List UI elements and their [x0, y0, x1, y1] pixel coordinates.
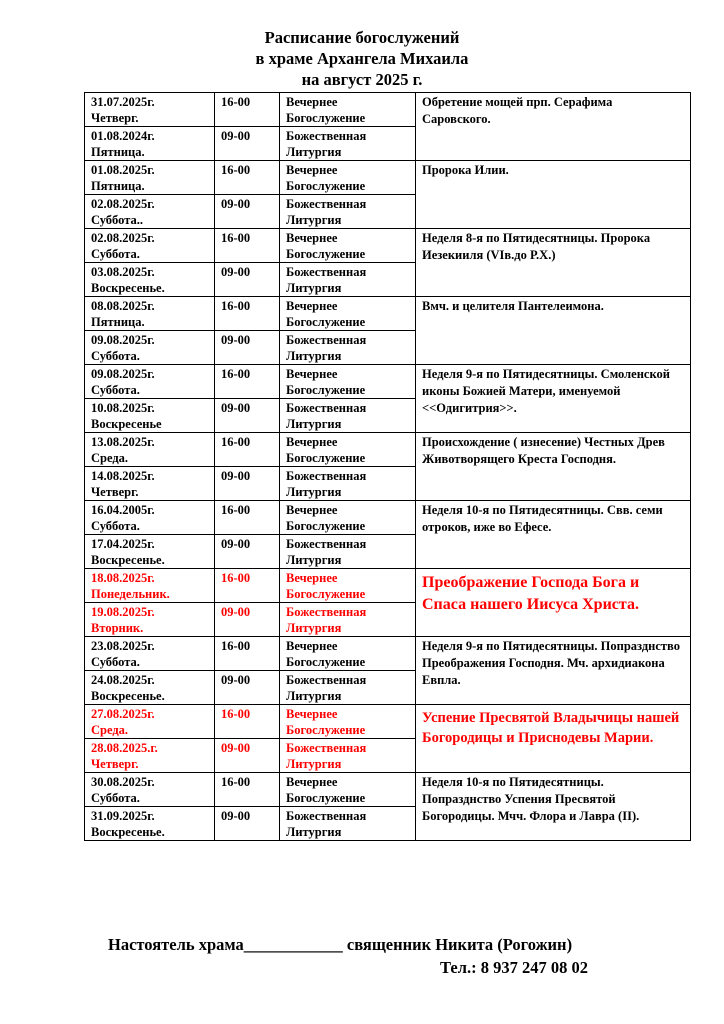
date-cell-line: 03.08.2025г.	[91, 265, 155, 279]
feast-cell: Неделя 10-я по Пятидесятницы. Попразднство Успения Пресвятой Богородицы. Мчч. Флора и Лавра (II).	[416, 773, 691, 841]
time-cell	[215, 773, 280, 807]
date-cell	[85, 739, 215, 773]
service-cell-line: Божественная	[286, 605, 367, 619]
time-cell	[215, 807, 280, 841]
service-cell-line: Божественная	[286, 333, 367, 347]
service-cell	[280, 569, 416, 603]
service-cell-line: Божественная	[286, 537, 367, 551]
service-cell-line: Вечернее	[286, 503, 338, 517]
table-row	[85, 773, 691, 807]
date-cell-line: Среда.	[91, 451, 129, 465]
table-row	[85, 433, 691, 467]
time-cell	[215, 229, 280, 263]
service-cell-line: Богослужение	[286, 791, 366, 805]
date-cell-line: Среда.	[91, 723, 129, 737]
service-cell-line: Божественная	[286, 129, 367, 143]
feast-cell: Обретение мощей прп. Серафима Саровского.	[416, 93, 691, 161]
service-cell	[280, 535, 416, 569]
feast-cell: Преображение Господа Бога и Спаса нашего Иисуса Христа.	[416, 569, 691, 637]
date-cell-line: 02.08.2025г.	[91, 231, 155, 245]
service-cell	[280, 671, 416, 705]
service-cell-line: Литургия	[286, 825, 342, 839]
date-cell-line: Суббота.	[91, 519, 140, 533]
service-cell-line: Вечернее	[286, 95, 338, 109]
date-cell	[85, 331, 215, 365]
feast-cell: Неделя 9-я по Пятидесятницы. Смоленской иконы Божией Матери, именуемой <<Одигитрия>>.	[416, 365, 691, 433]
time-cell-line: 09-00	[221, 605, 251, 619]
date-cell	[85, 93, 215, 127]
date-cell-line: 17.04.2025г.	[91, 537, 155, 551]
time-cell	[215, 739, 280, 773]
date-cell-line: 27.08.2025г.	[91, 707, 155, 721]
service-cell-line: Вечернее	[286, 435, 338, 449]
time-cell	[215, 331, 280, 365]
service-cell-line: Литургия	[286, 417, 342, 431]
time-cell-line: 16-00	[221, 299, 251, 313]
service-cell-line: Божественная	[286, 809, 367, 823]
time-cell-line: 09-00	[221, 265, 251, 279]
feast-cell: Происхождение ( изнесение) Честных Древ Животворящего Креста Господня.	[416, 433, 691, 501]
service-cell-line: Божественная	[286, 741, 367, 755]
time-cell	[215, 127, 280, 161]
time-cell-line: 16-00	[221, 707, 251, 721]
date-cell	[85, 637, 215, 671]
time-cell	[215, 433, 280, 467]
service-cell	[280, 229, 416, 263]
service-cell-line: Вечернее	[286, 639, 338, 653]
service-cell-line: Божественная	[286, 401, 367, 415]
date-cell-line: Воскресенье.	[91, 825, 165, 839]
service-cell-line: Богослужение	[286, 179, 366, 193]
date-cell-line: 09.08.2025г.	[91, 333, 155, 347]
date-cell-line: 16.04.2005г.	[91, 503, 155, 517]
date-cell-line: 31.09.2025г.	[91, 809, 155, 823]
table-row	[85, 93, 691, 127]
service-cell-line: Вечернее	[286, 367, 338, 381]
time-cell-line: 09-00	[221, 809, 251, 823]
service-cell	[280, 501, 416, 535]
service-cell-line: Божественная	[286, 469, 367, 483]
date-cell-line: 01.08.2024г.	[91, 129, 155, 143]
table-row	[85, 229, 691, 263]
table-row	[85, 637, 691, 671]
service-cell	[280, 297, 416, 331]
time-cell-line: 09-00	[221, 741, 251, 755]
service-cell-line: Богослужение	[286, 655, 366, 669]
date-cell	[85, 773, 215, 807]
service-cell-line: Богослужение	[286, 247, 366, 261]
date-cell-line: 10.08.2025г.	[91, 401, 155, 415]
document-title	[0, 27, 724, 90]
date-cell-line: Вторник.	[91, 621, 144, 635]
date-cell-line: 01.08.2025г.	[91, 163, 155, 177]
phone-line: Тел.: 8 937 247 08 02	[440, 958, 588, 977]
date-cell	[85, 705, 215, 739]
title-line-2: в храме Архангела Михаила	[255, 49, 469, 68]
time-cell-line: 09-00	[221, 537, 251, 551]
date-cell	[85, 433, 215, 467]
feast-cell: Неделя 9-я по Пятидесятницы. Попразднство Преображения Господня. Мч. архидиакона Евпла.	[416, 637, 691, 705]
date-cell	[85, 603, 215, 637]
date-cell-line: 28.08.2025.г.	[91, 741, 158, 755]
time-cell	[215, 297, 280, 331]
service-cell-line: Вечернее	[286, 231, 338, 245]
date-cell-line: Пятница.	[91, 145, 145, 159]
feast-cell: Успение Пресвятой Владычицы нашей Богородицы и Приснодевы Марии.	[416, 705, 691, 773]
date-cell-line: Воскресенье.	[91, 281, 165, 295]
service-cell-line: Богослужение	[286, 383, 366, 397]
time-cell-line: 09-00	[221, 401, 251, 415]
date-cell-line: Четверг.	[91, 485, 139, 499]
service-cell-line: Божественная	[286, 673, 367, 687]
date-cell	[85, 399, 215, 433]
service-cell	[280, 807, 416, 841]
date-cell	[85, 297, 215, 331]
feast-cell: Неделя 10-я по Пятидесятницы. Свв. семи отроков, иже во Ефесе.	[416, 501, 691, 569]
date-cell-line: 24.08.2025г.	[91, 673, 155, 687]
service-cell-line: Литургия	[286, 621, 342, 635]
service-cell-line: Вечернее	[286, 163, 338, 177]
table-row	[85, 501, 691, 535]
service-cell-line: Богослужение	[286, 111, 366, 125]
date-cell	[85, 127, 215, 161]
feast-cell: Неделя 8-я по Пятидесятницы. Пророка Иезекииля (VIв.до Р.Х.)	[416, 229, 691, 297]
time-cell	[215, 603, 280, 637]
date-cell	[85, 671, 215, 705]
date-cell-line: 23.08.2025г.	[91, 639, 155, 653]
date-cell-line: Пятница.	[91, 179, 145, 193]
date-cell-line: 18.08.2025г.	[91, 571, 155, 585]
service-cell-line: Литургия	[286, 553, 342, 567]
date-cell-line: 30.08.2025г.	[91, 775, 155, 789]
service-cell-line: Литургия	[286, 689, 342, 703]
feast-cell: Вмч. и целителя Пантелеимона.	[416, 297, 691, 365]
service-cell-line: Вечернее	[286, 571, 338, 585]
table-row	[85, 569, 691, 603]
time-cell	[215, 399, 280, 433]
service-cell	[280, 433, 416, 467]
service-cell	[280, 161, 416, 195]
date-cell-line: Воскресенье.	[91, 689, 165, 703]
service-cell-line: Литургия	[286, 145, 342, 159]
date-cell-line: Суббота..	[91, 213, 144, 227]
date-cell	[85, 807, 215, 841]
table-row	[85, 705, 691, 739]
date-cell-line: 09.08.2025г.	[91, 367, 155, 381]
time-cell-line: 09-00	[221, 129, 251, 143]
service-cell-line: Литургия	[286, 281, 342, 295]
time-cell	[215, 263, 280, 297]
title-line-3: на август 2025 г.	[301, 70, 423, 89]
service-cell-line: Богослужение	[286, 519, 366, 533]
service-cell-line: Богослужение	[286, 451, 366, 465]
date-cell-line: Воскресенье.	[91, 553, 165, 567]
service-cell-line: Литургия	[286, 213, 342, 227]
date-cell-line: Суббота.	[91, 791, 140, 805]
date-cell	[85, 501, 215, 535]
date-cell-line: Суббота.	[91, 655, 140, 669]
time-cell	[215, 161, 280, 195]
service-cell	[280, 705, 416, 739]
service-cell	[280, 603, 416, 637]
date-cell-line: Четверг.	[91, 757, 139, 771]
service-cell-line: Вечернее	[286, 707, 338, 721]
time-cell-line: 16-00	[221, 435, 251, 449]
time-cell	[215, 535, 280, 569]
date-cell	[85, 195, 215, 229]
time-cell	[215, 705, 280, 739]
schedule-body	[85, 93, 691, 841]
time-cell	[215, 93, 280, 127]
date-cell-line: Суббота.	[91, 383, 140, 397]
time-cell	[215, 569, 280, 603]
time-cell	[215, 671, 280, 705]
date-cell-line: 31.07.2025г.	[91, 95, 155, 109]
date-cell-line: 02.08.2025г.	[91, 197, 155, 211]
time-cell	[215, 637, 280, 671]
date-cell-line: Четверг.	[91, 111, 139, 125]
time-cell-line: 16-00	[221, 367, 251, 381]
service-cell	[280, 365, 416, 399]
service-cell-line: Литургия	[286, 757, 342, 771]
service-cell-line: Богослужение	[286, 315, 366, 329]
time-cell-line: 09-00	[221, 673, 251, 687]
service-cell-line: Божественная	[286, 197, 367, 211]
service-cell-line: Вечернее	[286, 299, 338, 313]
time-cell-line: 16-00	[221, 163, 251, 177]
service-cell-line: Богослужение	[286, 587, 366, 601]
service-cell-line: Литургия	[286, 485, 342, 499]
service-cell	[280, 127, 416, 161]
date-cell-line: Понедельник.	[91, 587, 170, 601]
service-cell	[280, 263, 416, 297]
table-row	[85, 161, 691, 195]
signature-line: Настоятель храма____________ священник Никита (Рогожин)	[108, 935, 573, 954]
date-cell-line: 14.08.2025г.	[91, 469, 155, 483]
date-cell	[85, 467, 215, 501]
time-cell-line: 16-00	[221, 95, 251, 109]
time-cell	[215, 195, 280, 229]
feast-cell: Пророка Илии.	[416, 161, 691, 229]
table-row	[85, 297, 691, 331]
time-cell-line: 16-00	[221, 503, 251, 517]
time-cell-line: 16-00	[221, 571, 251, 585]
service-cell	[280, 467, 416, 501]
service-cell	[280, 739, 416, 773]
service-cell	[280, 773, 416, 807]
date-cell-line: 08.08.2025г.	[91, 299, 155, 313]
time-cell-line: 16-00	[221, 639, 251, 653]
service-cell-line: Богослужение	[286, 723, 366, 737]
time-cell	[215, 501, 280, 535]
time-cell-line: 09-00	[221, 469, 251, 483]
date-cell-line: Воскресенье	[91, 417, 162, 431]
time-cell-line: 09-00	[221, 197, 251, 211]
table-row	[85, 365, 691, 399]
schedule-table	[84, 92, 691, 841]
service-cell	[280, 399, 416, 433]
date-cell-line: Суббота.	[91, 349, 140, 363]
date-cell	[85, 569, 215, 603]
service-cell	[280, 195, 416, 229]
time-cell	[215, 467, 280, 501]
date-cell-line: Суббота.	[91, 247, 140, 261]
date-cell	[85, 229, 215, 263]
date-cell-line: Пятница.	[91, 315, 145, 329]
service-cell	[280, 93, 416, 127]
title-line-1: Расписание богослужений	[264, 28, 460, 47]
date-cell	[85, 161, 215, 195]
date-cell-line: 19.08.2025г.	[91, 605, 155, 619]
service-cell-line: Божественная	[286, 265, 367, 279]
date-cell	[85, 365, 215, 399]
date-cell-line: 13.08.2025г.	[91, 435, 155, 449]
time-cell-line: 16-00	[221, 775, 251, 789]
service-cell	[280, 331, 416, 365]
date-cell	[85, 535, 215, 569]
time-cell	[215, 365, 280, 399]
time-cell-line: 16-00	[221, 231, 251, 245]
service-cell-line: Литургия	[286, 349, 342, 363]
time-cell-line: 09-00	[221, 333, 251, 347]
date-cell	[85, 263, 215, 297]
service-cell	[280, 637, 416, 671]
service-cell-line: Вечернее	[286, 775, 338, 789]
